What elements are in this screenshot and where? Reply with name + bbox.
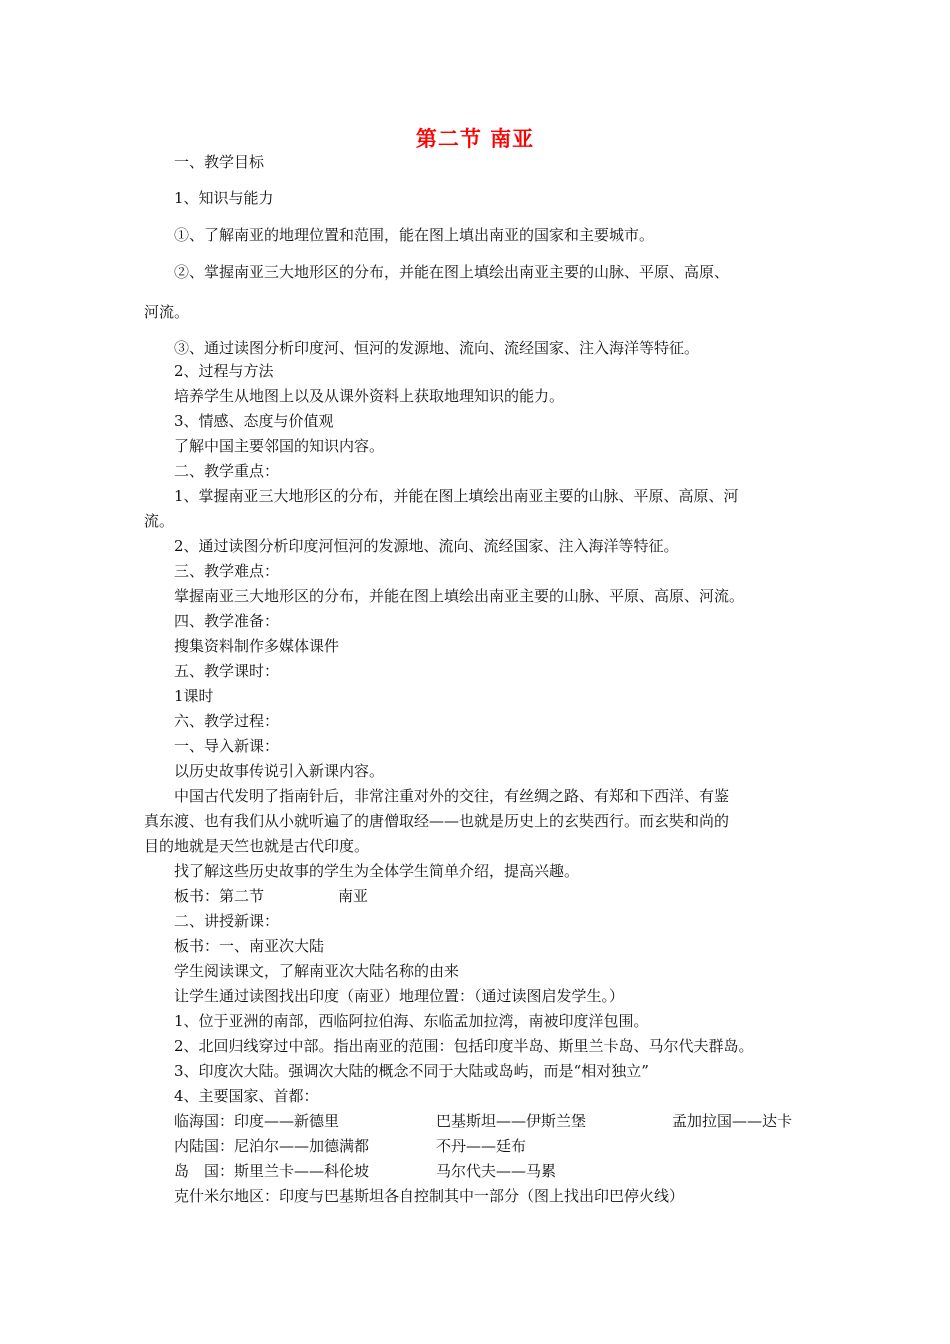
key-point-1: 1、掌握南亚三大地形区的分布，并能在图上填绘出南亚主要的山脉、平原、高原、河 xyxy=(174,487,739,505)
board-note-value: 南亚 xyxy=(338,887,369,905)
country-island-srilanka: 岛 国：斯里兰卡——科伦坡 xyxy=(174,1162,370,1180)
subheading-process: 2、过程与方法 xyxy=(174,362,274,380)
story-line-2: 真东渡、也有我们从小就听遍了的唐僧取经——也就是历史上的玄奘西行。而玄奘和尚的 xyxy=(144,812,730,830)
heading-teaching-goals: 一、教学目标 xyxy=(174,153,265,171)
key-point-2: 2、通过读图分析印度河恒河的发源地、流向、流经国家、注入海洋等特征。 xyxy=(174,537,679,555)
country-landlocked-nepal: 内陆国：尼泊尔——加德满都 xyxy=(174,1137,370,1155)
paragraph: 学生阅读课文，了解南亚次大陆名称的由来 xyxy=(174,962,460,980)
subheading-emotion: 3、情感、态度与价值观 xyxy=(174,412,334,430)
paragraph: 板书：一、南亚次大陆 xyxy=(174,937,325,955)
country-coastal-bangladesh: 孟加拉国——达卡 xyxy=(672,1112,793,1130)
paragraph: 搜集资料制作多媒体课件 xyxy=(174,637,340,655)
story-line-1: 中国古代发明了指南针后，非常注重对外的交往，有丝绸之路、有郑和下西洋、有鉴 xyxy=(174,787,730,805)
page-title: 第二节 南亚 xyxy=(415,127,535,151)
paragraph: 以历史故事传说引入新课内容。 xyxy=(174,762,385,780)
country-landlocked-bhutan: 不丹——廷布 xyxy=(436,1137,527,1155)
location-item-1: 1、位于亚洲的南部，西临阿拉伯海、东临孟加拉湾，南被印度洋包围。 xyxy=(174,1012,649,1030)
paragraph: 找了解这些历史故事的学生为全体学生简单介绍，提高兴趣。 xyxy=(174,862,580,880)
paragraph: 培养学生从地图上以及从课外资料上获取地理知识的能力。 xyxy=(174,387,565,405)
subheading-new-lesson: 二、讲授新课： xyxy=(174,912,280,930)
heading-key-points: 二、教学重点： xyxy=(174,462,280,480)
paragraph: 1课时 xyxy=(174,687,214,705)
heading-class-hours: 五、教学课时： xyxy=(174,662,280,680)
key-point-1-cont: 流。 xyxy=(144,512,175,530)
goal-item-2: ②、掌握南亚三大地形区的分布，并能在图上填绘出南亚主要的山脉、平原、高原、 xyxy=(174,263,730,281)
paragraph: 了解中国主要邻国的知识内容。 xyxy=(174,437,385,455)
country-coastal-india: 临海国：印度——新德里 xyxy=(174,1112,340,1130)
country-coastal-pakistan: 巴基斯坦——伊斯兰堡 xyxy=(436,1112,587,1130)
location-item-3: 3、印度次大陆。强调次大陆的概念不同于大陆或岛屿，而是“相对独立” xyxy=(174,1062,649,1080)
country-island-maldives: 马尔代夫——马累 xyxy=(436,1162,557,1180)
paragraph: 掌握南亚三大地形区的分布，并能在图上填绘出南亚主要的山脉、平原、高原、河流。 xyxy=(174,587,745,605)
location-item-4: 4、主要国家、首都： xyxy=(174,1087,319,1105)
heading-process: 六、教学过程： xyxy=(174,712,280,730)
goal-item-3: ③、通过读图分析印度河、恒河的发源地、流向、流经国家、注入海洋等特征。 xyxy=(174,339,700,357)
heading-preparation: 四、教学准备： xyxy=(174,612,280,630)
board-note-label: 板书：第二节 xyxy=(174,887,265,905)
paragraph: 让学生通过读图找出印度（南亚）地理位置：（通过读图启发学生。） xyxy=(174,987,625,1005)
story-line-3: 目的地就是天竺也就是古代印度。 xyxy=(144,837,370,855)
kashmir-note: 克什米尔地区：印度与巴基斯坦各自控制其中一部分（图上找出印巴停火线） xyxy=(174,1187,685,1205)
goal-item-2-cont: 河流。 xyxy=(144,303,190,321)
subheading-intro: 一、导入新课： xyxy=(174,737,280,755)
subheading-knowledge: 1、知识与能力 xyxy=(174,189,274,207)
heading-difficulties: 三、教学难点： xyxy=(174,562,280,580)
location-item-2: 2、北回归线穿过中部。指出南亚的范围：包括印度半岛、斯里兰卡岛、马尔代夫群岛。 xyxy=(174,1037,754,1055)
goal-item-1: ①、了解南亚的地理位置和范围，能在图上填出南亚的国家和主要城市。 xyxy=(174,226,655,244)
